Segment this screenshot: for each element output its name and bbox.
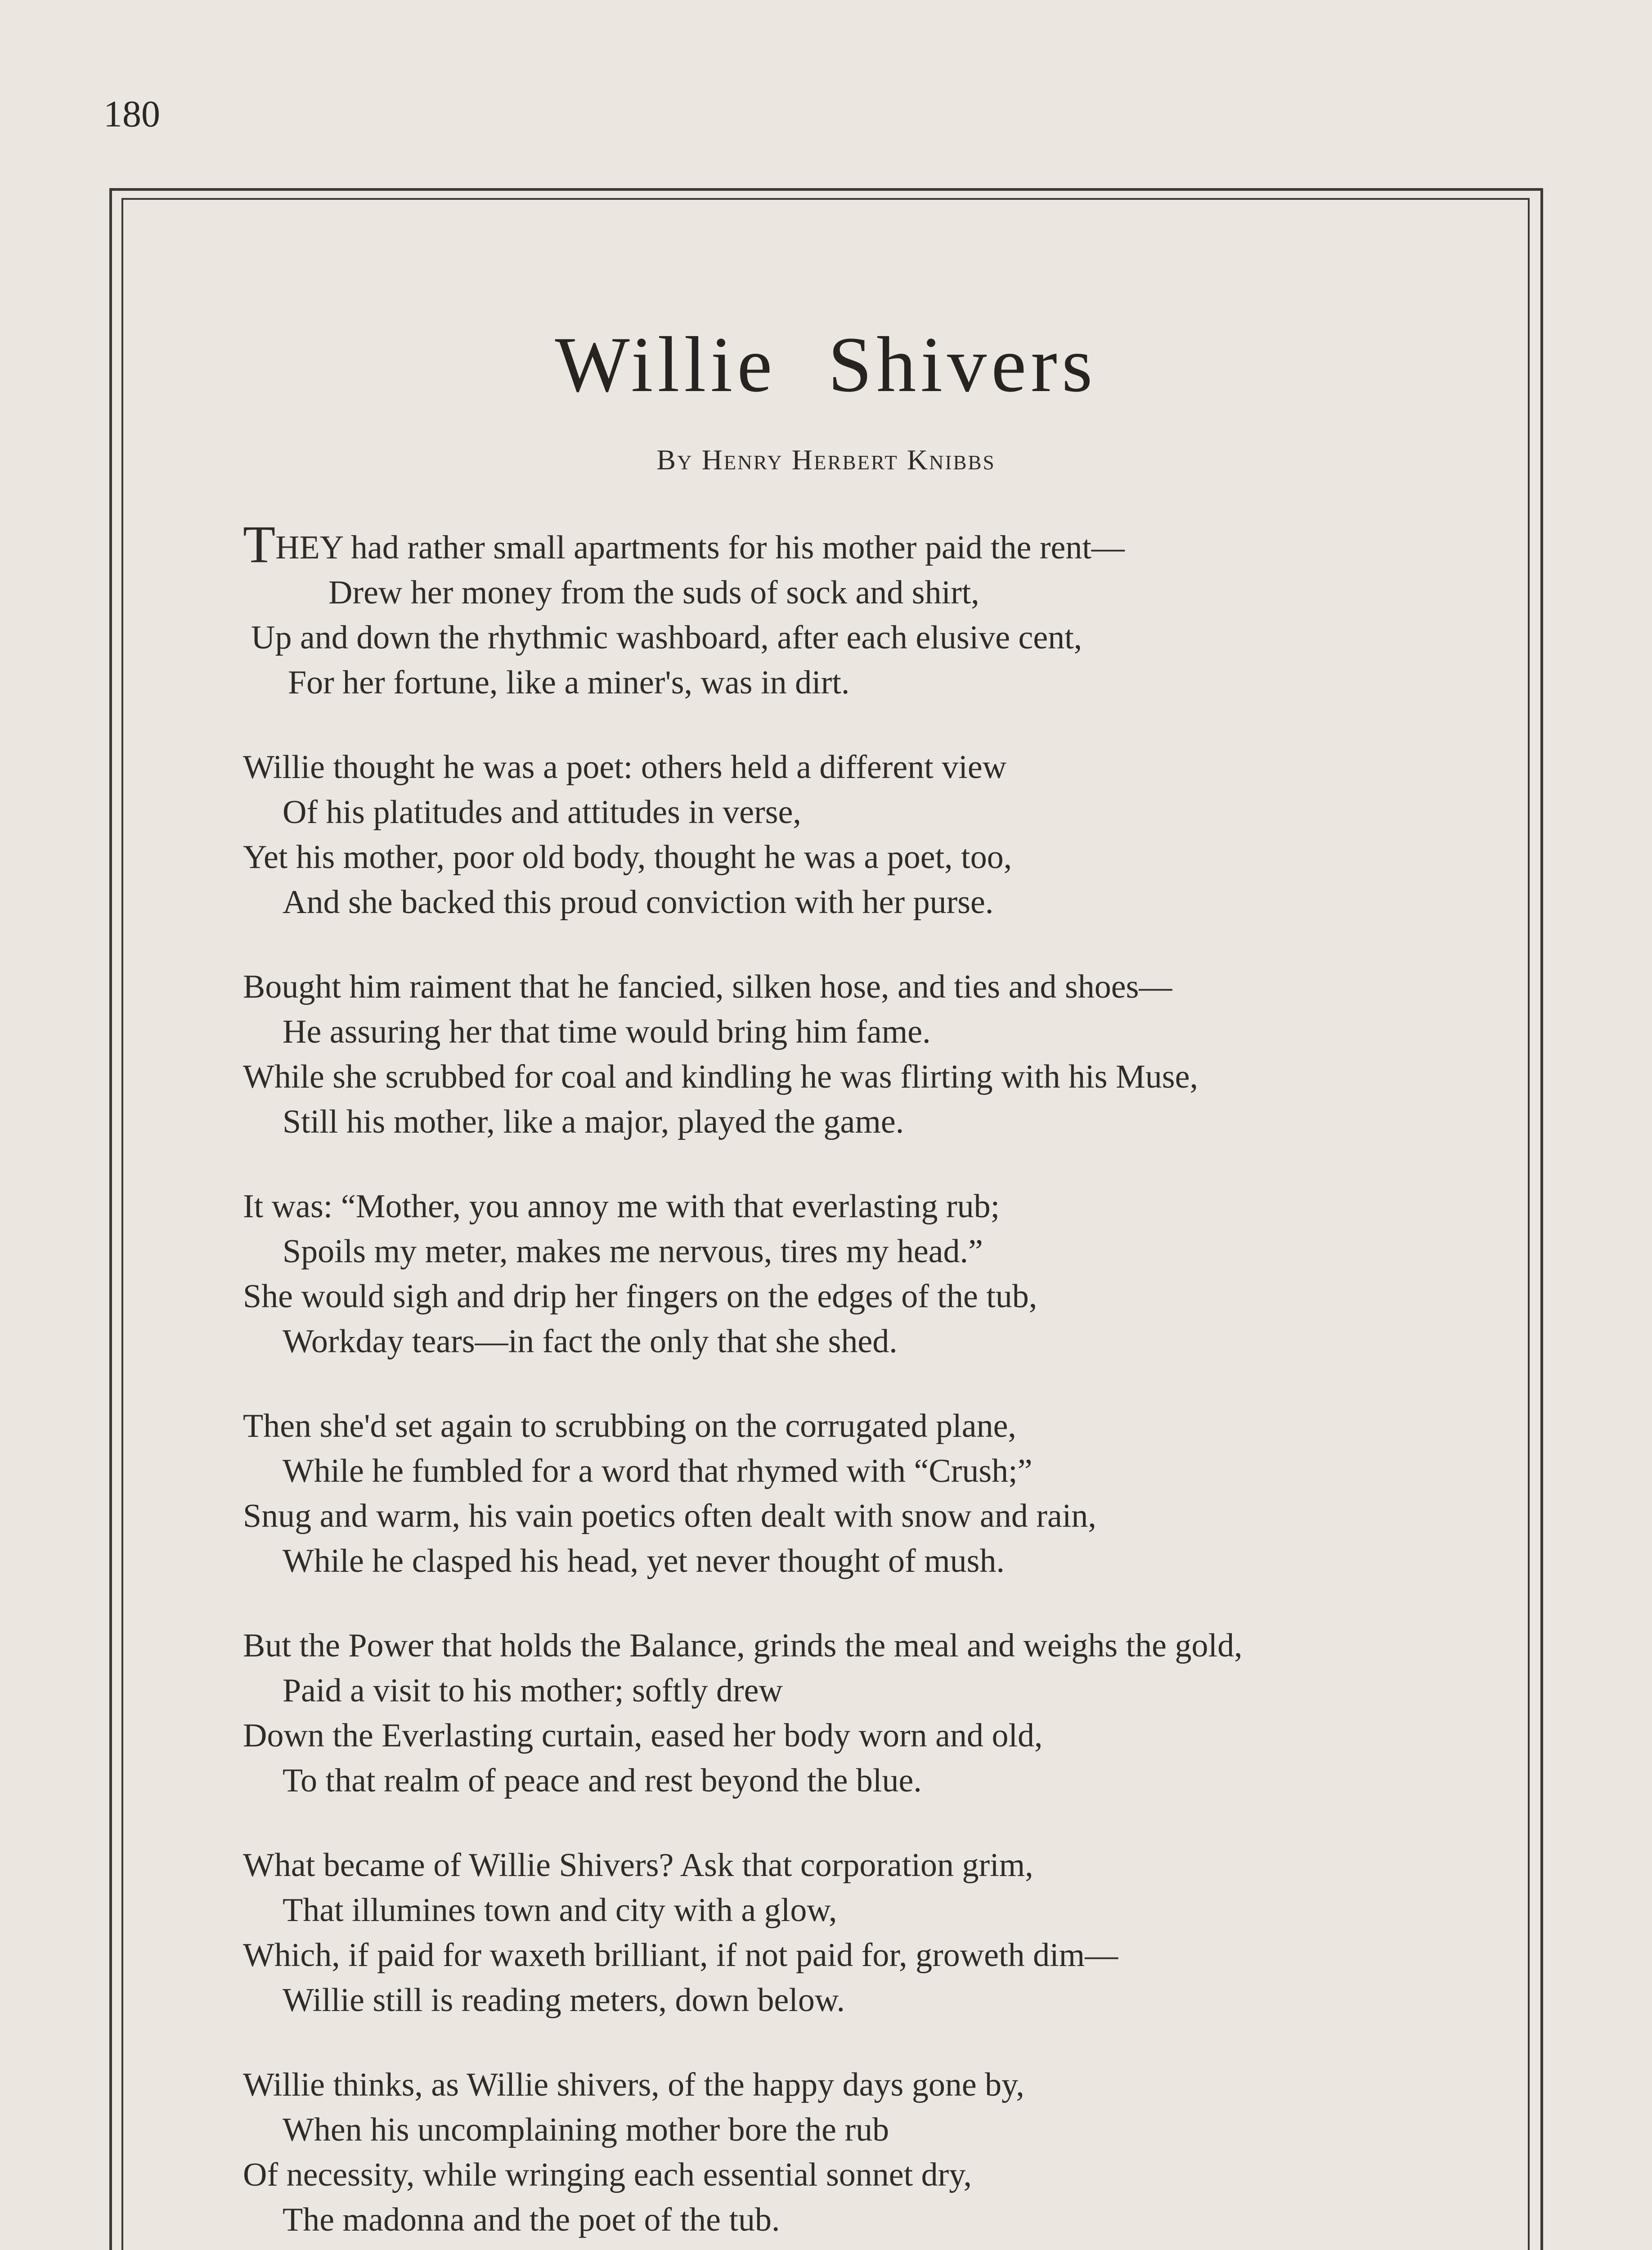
poem-line: For her fortune, like a miner's, was in dirt.: [288, 664, 850, 701]
stanza: [243, 515, 1485, 705]
poem-line: Then she'd set again to scrubbing on the corrugated plane,: [243, 1408, 1016, 1444]
stanza: [243, 1184, 1485, 1364]
stanza: [243, 1843, 1485, 2023]
poem-line: Willie thought he was a poet: others held a different view: [243, 749, 1007, 786]
stanza: [243, 745, 1485, 925]
poem-line: And she backed this proud conviction with her purse.: [283, 884, 994, 921]
poem-line: Up and down the rhythmic washboard, after each elusive cent,: [251, 619, 1082, 656]
poem-line: She would sigh and drip her fingers on the edges of the tub,: [243, 1278, 1037, 1315]
poem-line: Willie thinks, as Willie shivers, of the happy days gone by,: [243, 2066, 1024, 2103]
stanza: [243, 1623, 1485, 1803]
poem-line: The madonna and the poet of the tub.: [283, 2201, 780, 2238]
poem-byline: By Henry Herbert Knibbs: [656, 444, 996, 476]
poem-line: While he fumbled for a word that rhymed with “Crush;”: [283, 1453, 1032, 1490]
poem-line: While he clasped his head, yet never thought of mush.: [283, 1543, 1005, 1580]
poem-line: Bought him raiment that he fancied, silken hose, and ties and shoes—: [243, 968, 1172, 1005]
poem-line: When his uncomplaining mother bore the rub: [283, 2111, 889, 2148]
poem-line: Workday tears—in fact the only that she shed.: [283, 1323, 898, 1360]
page-number: 180: [103, 93, 160, 135]
poem-line: What became of Willie Shivers? Ask that corporation grim,: [243, 1847, 1033, 1884]
poem-line-text: HEY had rather small apartments for his mother paid the rent—: [275, 529, 1125, 566]
poem-line: It was: “Mother, you annoy me with that everlasting rub;: [243, 1188, 1000, 1225]
poem-line: Of his platitudes and attitudes in verse,: [283, 794, 801, 831]
stanza: [243, 1404, 1485, 1584]
poem-line: To that realm of peace and rest beyond the blue.: [283, 1762, 922, 1799]
poem-line: Spoils my meter, makes me nervous, tires my head.”: [283, 1233, 983, 1270]
poem-line: Willie still is reading meters, down below.: [283, 1982, 845, 2019]
poem-title: Willie Shivers: [555, 321, 1097, 409]
poem-line: Of necessity, while wringing each essential sonnet dry,: [243, 2156, 972, 2193]
poem-line: Drew her money from the suds of sock and shirt,: [328, 574, 979, 611]
stanza: [243, 2062, 1485, 2242]
poem-line: Yet his mother, poor old body, thought he was a poet, too,: [243, 839, 1012, 876]
poem-line: He assuring her that time would bring him fame.: [283, 1013, 931, 1050]
poem-line: Still his mother, like a major, played the game.: [283, 1103, 904, 1140]
drop-cap: T: [243, 515, 276, 574]
poem-line: Snug and warm, his vain poetics often dealt with snow and rain,: [243, 1498, 1096, 1534]
poem-line: Paid a visit to his mother; softly drew: [283, 1672, 783, 1709]
poem-line: Down the Everlasting curtain, eased her body worn and old,: [243, 1717, 1043, 1754]
poem-line: While she scrubbed for coal and kindling he was flirting with his Muse,: [243, 1058, 1198, 1095]
poem-line: Which, if paid for waxeth brilliant, if not paid for, groweth dim—: [243, 1937, 1118, 1974]
stanza: [243, 964, 1485, 1144]
poem-body: [243, 515, 1485, 2250]
poem-line: [243, 515, 1485, 574]
poem-line: That illumines town and city with a glow,: [283, 1892, 837, 1929]
poem-line: But the Power that holds the Balance, grinds the meal and weighs the gold,: [243, 1627, 1243, 1664]
